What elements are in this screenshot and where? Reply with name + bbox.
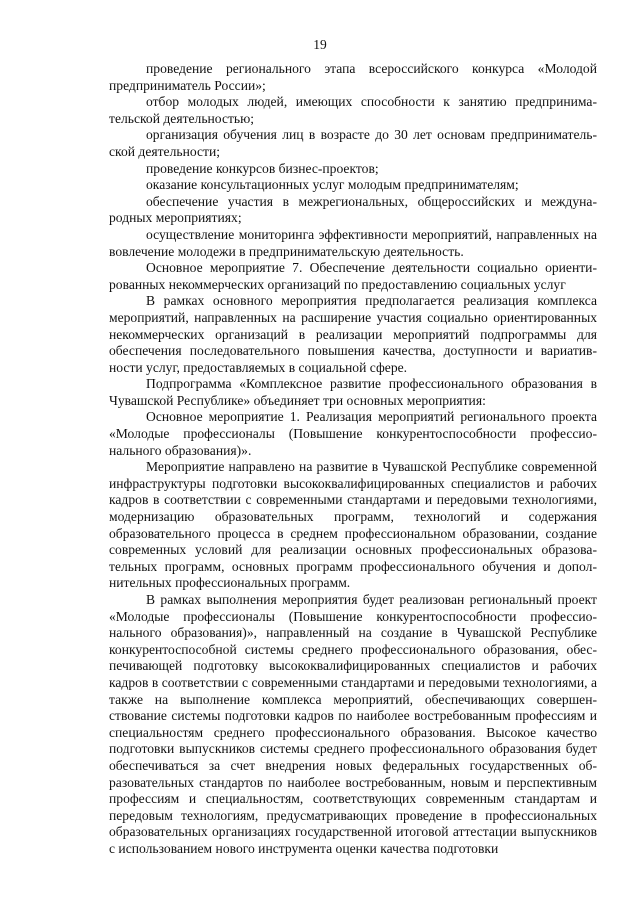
paragraph: Основное мероприятие 7. Обеспечение деятельности социально ориентированных некоммерческих организаций по предоставлению социальных услуг	[109, 260, 597, 292]
paragraph: оказание консультационных услуг молодым предпринимателям;	[146, 177, 519, 193]
paragraph: проведение регионального этапа всероссийского конкурса «Молодой предприниматель России»;	[109, 61, 597, 93]
paragraph: осуществление мониторинга эффективности мероприятий, направленных на вовлечение молодежи в предпринимательскую деятельность.	[109, 226, 597, 259]
paragraph: Подпрограмма «Комплексное развитие профессионального образования в Чувашской Республике» объединяет три основных мероприятия:	[109, 376, 597, 408]
page-number: 19	[313, 37, 327, 52]
paragraph: обеспечение участия в межрегиональных, общероссийских и международных мероприятиях;	[109, 193, 597, 226]
paragraph: организация обучения лиц в возрасте до 30 лет основам предпринимательской деятельности;	[109, 127, 597, 159]
document-body	[109, 61, 597, 858]
paragraph: проведение конкурсов бизнес-проектов;	[146, 160, 379, 176]
paragraph: отбор молодых людей, имеющих способности к занятию предпринимательской деятельностью;	[109, 94, 597, 126]
paragraph: Основное мероприятие 1. Реализация мероприятий регионального проекта «Молодые профессионалы (Повышение конкурентоспособности профессионального образования)».	[109, 409, 597, 458]
paragraph: В рамках выполнения мероприятия будет реализован региональный проект «Молодые профессионалы (Повышение конкурентоспособности профессионального образования)», направленный на создание в Чувашской Республике конкурентоспособной системы среднего профессионального образования, обеспечивающей подготовку высококвалифицированных специалистов и рабочих кадров в соответствии с современными стандартами и передовыми технологиями, а также на выполнение комплекса мероприятий, обеспечивающих совершенствование системы подготовки кадров по наиболее востребованным профессиям и специальностям среднего профессионального образования. Высокое качество подготовки выпускников системы среднего профессионального образования будет обеспечиваться за счет внедрения новых федеральных государственных образовательных стандартов по наиболее востребованным, новым и перспективным профессиям и специальностям, соответствующих современным стандартам и передовым технологиям, предусматривающих проведение в профессиональных образовательных организациях государственной итоговой аттестации выпускников с использованием нового инструмента оценки качества подготовки	[109, 592, 597, 856]
paragraph: В рамках основного мероприятия предполагается реализация комплекса мероприятий, направленных на расширение участия социально ориентированных некоммерческих организаций в реализации мероприятий подпрограммы для обеспечения последовательного повышения качества, доступности и вариативности услуг, предоставляемых в социальной сфере.	[109, 293, 597, 375]
paragraph: Мероприятие направлено на развитие в Чувашской Республике современной инфраструктуры подготовки высококвалифицированных специалистов и рабочих кадров в соответствии с современными стандартами и передовыми технологиями, модернизацию образовательных программ, технологий и содержания образовательного процесса в среднем профессиональном образовании, создание современных условий для реализации основных профессиональных образовательных программ, основных программ профессионального обучения и дополнительных профессиональных программ.	[109, 459, 597, 591]
